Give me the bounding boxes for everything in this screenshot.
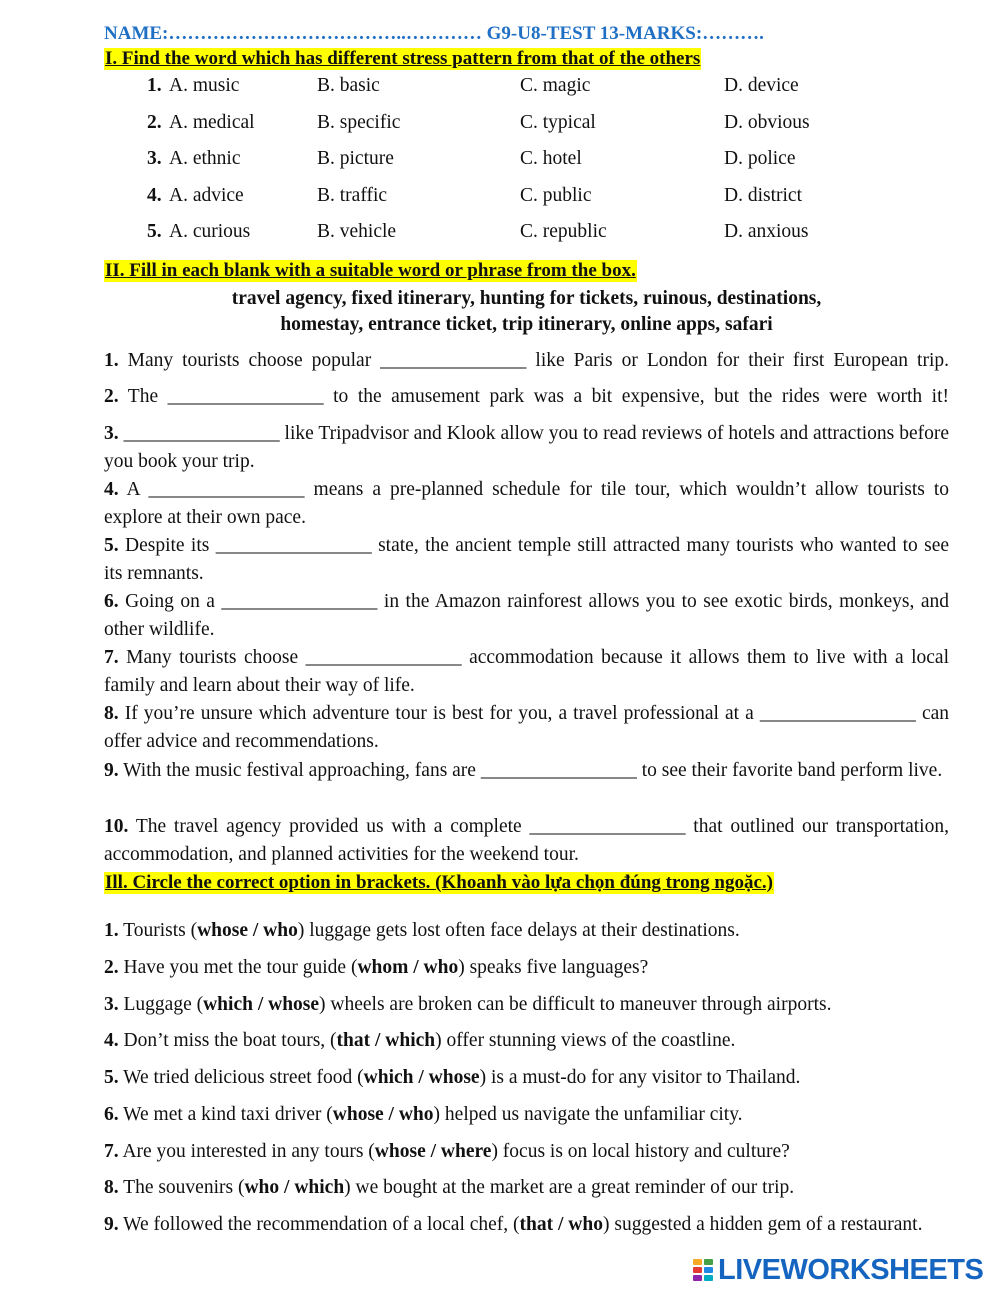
bracket-question-7 — [104, 1138, 949, 1166]
bracket-question-number: 4. — [104, 1030, 119, 1051]
bracket-question-text: ) offer stunning views of the coastline. — [435, 1030, 736, 1051]
stress-option-c[interactable]: C. typical — [520, 111, 596, 133]
stress-option-a[interactable]: A. music — [169, 75, 240, 96]
bracket-options[interactable]: whose / who — [197, 920, 298, 941]
bracket-question-number: 6. — [104, 1104, 119, 1125]
stress-option-a[interactable]: A. medical — [169, 111, 255, 133]
bracket-question-5 — [104, 1064, 949, 1092]
word-box — [104, 286, 949, 338]
bracket-options[interactable]: who / which — [244, 1177, 345, 1198]
fill-question-1[interactable]: 1. Many tourists choose popular _______________ like Paris or London for their first European trip. — [104, 350, 949, 371]
stress-option-a[interactable]: A. advice — [169, 184, 244, 206]
fill-question-8[interactable]: 8. If you’re unsure which adventure tour is best for you, a travel professional at a ________________ can offer advice and recommendations. — [104, 703, 950, 752]
bracket-question-8 — [104, 1174, 949, 1202]
bracket-options[interactable]: that / which — [336, 1030, 436, 1051]
bracket-question-number: 9. — [104, 1214, 119, 1235]
bracket-question-text: Don’t miss the boat tours, ( — [123, 1030, 337, 1051]
fill-question-7[interactable]: 7. Many tourists choose ________________ accommodation because it allows them to live with a local family and learn about their way of life. — [104, 647, 949, 696]
bracket-question-6 — [104, 1101, 949, 1129]
stress-option-a[interactable]: A. curious — [169, 221, 251, 243]
fill-question-9[interactable]: 9. With the music festival approaching, fans are ________________ to see their favorite band perform live. — [104, 760, 943, 781]
bracket-question-number: 7. — [104, 1141, 119, 1162]
bracket-question-text: We tried delicious street food ( — [123, 1067, 364, 1088]
stress-question-number: 3. — [147, 148, 162, 170]
bracket-question-1 — [104, 917, 949, 945]
bracket-options[interactable]: whom / who — [357, 957, 459, 978]
bracket-question-3 — [104, 991, 949, 1019]
stress-option-d[interactable]: D. district — [724, 184, 802, 206]
stress-question-number: 2. — [147, 111, 162, 133]
stress-question-number: 1. — [147, 75, 162, 96]
fill-question-10[interactable]: 10. The travel agency provided us with a complete ________________ that outlined our transportation, accommodation, and planned activities for the weekend tour. — [104, 816, 949, 865]
liveworksheets-logo — [692, 1255, 983, 1285]
bracket-options[interactable]: that / who — [519, 1214, 603, 1235]
bracket-question-text: The souvenirs ( — [123, 1177, 245, 1198]
stress-question-number: 4. — [147, 184, 162, 206]
stress-option-d[interactable]: D. device — [724, 75, 799, 96]
stress-option-d[interactable]: D. police — [724, 148, 796, 170]
stress-question-1 — [0, 75, 1000, 105]
bracket-question-text: ) luggage gets lost often face delays at their destinations. — [297, 920, 740, 941]
stress-option-c[interactable]: C. hotel — [520, 148, 582, 170]
stress-option-b[interactable]: B. basic — [317, 75, 380, 96]
bracket-options[interactable]: which / whose — [203, 994, 320, 1015]
section1-title: I. Find the word which has different stress pattern from that of the others — [105, 48, 701, 69]
stress-option-b[interactable]: B. traffic — [317, 184, 388, 206]
stress-question-5 — [0, 221, 1000, 251]
word-box-line-2: homestay, entrance ticket, trip itinerary, online apps, safari — [280, 314, 773, 335]
fill-question-4[interactable]: 4. A ________________ means a pre-planned schedule for tile tour, which wouldn’t allow tourists to explore at their own pace. — [104, 479, 949, 528]
bracket-question-text: We met a kind taxi driver ( — [123, 1104, 333, 1125]
word-box-line-1: travel agency, fixed itinerary, hunting for tickets, ruinous, destinations, — [231, 288, 822, 309]
liveworksheets-logo-text: LIVEWORKSHEETS — [718, 1253, 984, 1286]
header-name-line: NAME:………………………………..………… G9-U8-TEST 13-MARKS:………. — [104, 23, 764, 44]
section2-title: II. Fill in each blank with a suitable word or phrase from the box. — [105, 260, 636, 281]
fill-question-5[interactable]: 5. Despite its ________________ state, the ancient temple still attracted many tourists who wanted to see its remnants. — [104, 535, 950, 584]
bracket-question-number: 1. — [104, 920, 119, 941]
bracket-options[interactable]: whose / where — [374, 1141, 492, 1162]
stress-question-4 — [0, 185, 1000, 215]
bracket-question-text: ) we bought at the market are a great reminder of our trip. — [344, 1177, 795, 1198]
stress-option-b[interactable]: B. vehicle — [317, 221, 397, 243]
bracket-question-text: ) helped us navigate the unfamiliar city. — [433, 1104, 743, 1125]
bracket-options[interactable]: whose / who — [332, 1104, 434, 1125]
stress-question-2 — [0, 112, 1000, 142]
bracket-question-text: We followed the recommendation of a local chef, ( — [123, 1214, 520, 1235]
bracket-question-number: 5. — [104, 1067, 119, 1088]
bracket-question-text: Luggage ( — [123, 994, 204, 1015]
bracket-question-text: ) suggested a hidden gem of a restaurant. — [602, 1214, 923, 1235]
bracket-question-text: Are you interested in any tours ( — [122, 1141, 375, 1162]
bracket-question-text: ) focus is on local history and culture? — [491, 1141, 790, 1162]
bracket-question-number: 8. — [104, 1177, 119, 1198]
stress-option-a[interactable]: A. ethnic — [169, 148, 241, 170]
bracket-question-text: Tourists ( — [123, 920, 198, 941]
bracket-question-text: ) wheels are broken can be difficult to maneuver through airports. — [319, 994, 832, 1015]
stress-option-d[interactable]: D. obvious — [724, 111, 810, 133]
bracket-question-text: Have you met the tour guide ( — [123, 957, 358, 978]
stress-option-c[interactable]: C. public — [520, 184, 592, 206]
bracket-question-number: 3. — [104, 994, 119, 1015]
bracket-question-text: ) is a must-do for any visitor to Thailand. — [479, 1067, 801, 1088]
bracket-question-9 — [104, 1211, 949, 1239]
fill-question-3[interactable]: 3. ________________ like Tripadvisor and Klook allow you to read reviews of hotels and attractions before you book your trip. — [104, 423, 950, 472]
bracket-options[interactable]: which / whose — [363, 1067, 480, 1088]
bracket-question-number: 2. — [104, 957, 119, 978]
fill-question-6[interactable]: 6. Going on a ________________ in the Amazon rainforest allows you to see exotic birds, monkeys, and other wildlife. — [104, 591, 949, 640]
stress-option-b[interactable]: B. picture — [317, 148, 394, 170]
stress-option-c[interactable]: C. republic — [520, 221, 607, 243]
stress-option-b[interactable]: B. specific — [317, 111, 401, 133]
bracket-question-2 — [104, 954, 949, 982]
stress-question-3 — [0, 148, 1000, 178]
liveworksheets-logo-icon — [692, 1258, 714, 1282]
stress-option-d[interactable]: D. anxious — [724, 221, 809, 243]
stress-option-c[interactable]: C. magic — [520, 75, 591, 96]
bracket-question-4 — [104, 1027, 949, 1055]
section3-title: Ill. Circle the correct option in brackets. (Khoanh vào lựa chọn đúng trong ngoặc.) — [105, 872, 773, 893]
fill-question-2[interactable]: 2. The ________________ to the amusement park was a bit expensive, but the rides were worth it! — [104, 386, 950, 407]
bracket-question-text: ) speaks five languages? — [458, 957, 649, 978]
stress-question-number: 5. — [147, 221, 162, 243]
